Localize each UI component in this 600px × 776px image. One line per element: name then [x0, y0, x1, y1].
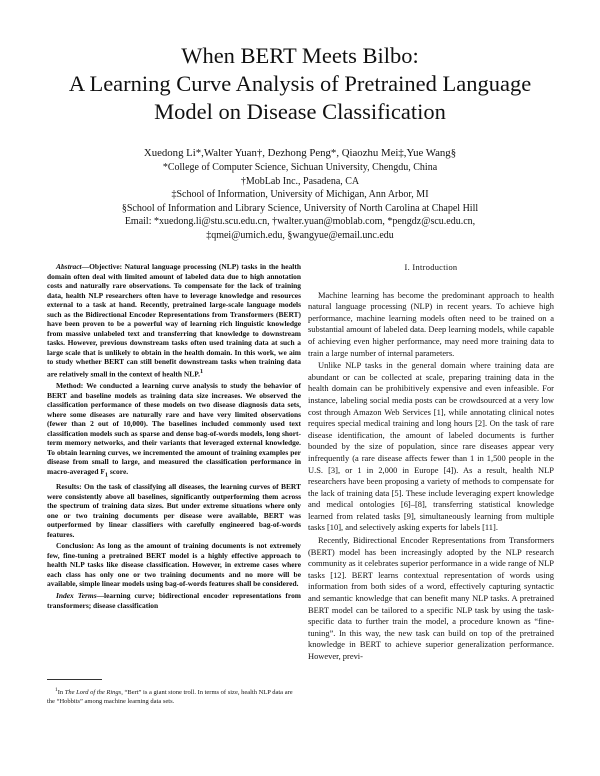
index-terms-text: —learning curve; bidirectional encoder representations from transformers; disease classification [47, 591, 301, 610]
footnote-ref: 1 [199, 368, 204, 376]
author-names: Xuedong Li*,Walter Yuan†, Dezhong Peng*, Qiaozhu Mei‡,Yue Wang§ [143, 147, 457, 159]
author-emails-2: ‡qmei@umich.edu, §wangyue@email.unc.edu [206, 229, 394, 241]
intro-paragraph-1: Machine learning has become the predominant approach to health natural language processing (NLP) in recent years. To achieve high performance, machine learning models often need to be trained on a substantial amount of labeled data. Deep learning models, while capable of achieving even higher performance, may need more training data to train a large number of internal parameters. [308, 289, 554, 358]
title-line-3: Model on Disease Classification [154, 99, 446, 124]
affiliation-3: ‡School of Information, University of Michigan, Ann Arbor, MI [171, 189, 429, 201]
footnote-divider [47, 679, 102, 680]
footnote-post: , “Bert” is a giant stone troll. In terms of size, health NLP data are the “Hobbits” among machine learning data sets. [47, 689, 293, 705]
section-heading: I. Introduction [404, 263, 458, 272]
footnote [47, 686, 301, 706]
affiliation-4: §School of Information and Library Science, University of North Carolina at Chapel Hill [121, 202, 479, 214]
introduction-column [308, 262, 554, 663]
intro-paragraph-3: Recently, Bidirectional Encoder Representations from Transformers (BERT) model has been increasingly adopted by the NLP research community as it celebrates superior performance in a wide range of NLP tasks [12]. BERT learns contextual representation of words using information from both sides of a word, effectively capturing syntactic and semantic knowledge that can benefit many NLP tasks. A pretrained BERT model can be tailored to a specific NLP task by using the task-specific data to further train the model, a procedure known as “fine-tuning”. In this way, the new task can build on top of the pretrained knowledge in BERT to achieve superior generalization performance. However, previ- [308, 535, 554, 661]
intro-paragraph-2: Unlike NLP tasks in the general domain where training data are abundant or can be collected at scale, preparing training data in the health domain can be prohibitively expensive and even infeasible. For instance, labeling social media posts can be crowdsourced at a very low cost through Amazon Web Services [1], while annotating clinical notes requires special medical training and long hours [2]. On the task of rare disease identification, the amount of labeled documents is further bounded by the size of population, since rare diseases appear very infrequently (a rare disease affects fewer than 1 in 1,500 people in the U.S. [3], or 1 in 2,000 in Europe [4]). As a result, health NLP researchers have been proposing a variety of methods to compensate for the lack of training data [5]. These include leveraging expert knowledge and medical ontologies [6]–[8], transferring statistical knowledge learned from related tasks [9], simultaneously learning from multiple tasks [10], and selectively asking experts for labels [11]. [308, 360, 554, 533]
abstract-column [47, 262, 301, 610]
f1-subscript: 1 [104, 471, 108, 479]
footnote-pre: In [57, 689, 65, 697]
footnote-book-title: The Lord of the Rings [64, 689, 122, 697]
author-emails-1: Email: *xuedong.li@stu.scu.edu.cn, †walter.yuan@moblab.com, *pengdz@scu.edu.cn, [124, 216, 476, 228]
index-terms [47, 591, 301, 610]
abstract-method-text: Method: We conducted a learning curve analysis to study the behavior of BERT and baseline models as training data size increases. We observed the classification performance of these models on two disease diagnosis data sets, where some diseases are naturally rare and have very limited observations (fewer than 2 out of 10,000). The baselines included commonly used text classification models such as sparse and dense bag-of-words models, long short-term memory networks, and their variants that leveraged external knowledge. To obtain learning curves, we incremented the amount of training examples per disease from small to large, and measured the classification performance in macro-averaged F [47, 381, 301, 476]
abstract-conclusion: Conclusion: As long as the amount of training documents is not extremely few, fine-tuning a pretrained BERT model is a highly effective approach to health NLP tasks like disease classification. However, in extreme cases where each class has only one or two training documents and no more will be available, simple linear models using bag-of-words features shall be considered. [47, 541, 301, 589]
abstract-method [47, 381, 301, 480]
index-terms-label: Index Terms [56, 591, 97, 601]
abstract-method-end: score. [108, 466, 129, 476]
affiliation-2: †MobLab Inc., Pasadena, CA [240, 175, 360, 187]
author-block [0, 146, 600, 243]
abstract-results: Results: On the task of classifying all diseases, the learning curves of BERT were consistently above all baselines, significantly outperforming them across the spectrum of training data sizes. But under extreme situations where only one or two training documents per disease were available, BERT was outperformed by linear classifiers with carefully engineered bag-of-words features. [47, 482, 301, 539]
affiliation-1: *College of Computer Science, Sichuan University, Chengdu, China [162, 162, 438, 173]
paper-title [0, 42, 600, 126]
abstract-objective-text: —Objective: Natural language processing (NLP) tasks in the health domain often deal with limited amount of labeled data due to high annotation costs and naturally rare observations. To compensate for the lack of training data, health NLP researchers often have to leverage knowledge and resources external to a task at hand. Recently, pretrained large-scale language models such as the Bidirectional Encoder Representations from Transformers (BERT) have been proven to be a powerful way of learning rich linguistic knowledge from massive unlabeled text and transferring that knowledge to downstream tasks. However, previous downstream tasks often used training data at such a large scale that is unlikely to obtain in the health domain. In this work, we aim to study whether BERT can still benefit downstream tasks when training data are relatively small in the context of health NLP. [47, 262, 301, 379]
footnote-mark: 1 [55, 687, 58, 693]
title-line-1: When BERT Meets Bilbo: [181, 43, 419, 68]
title-line-2: A Learning Curve Analysis of Pretrained Language [68, 71, 532, 96]
abstract-objective [47, 262, 301, 379]
abstract-label: Abstract [56, 262, 82, 271]
